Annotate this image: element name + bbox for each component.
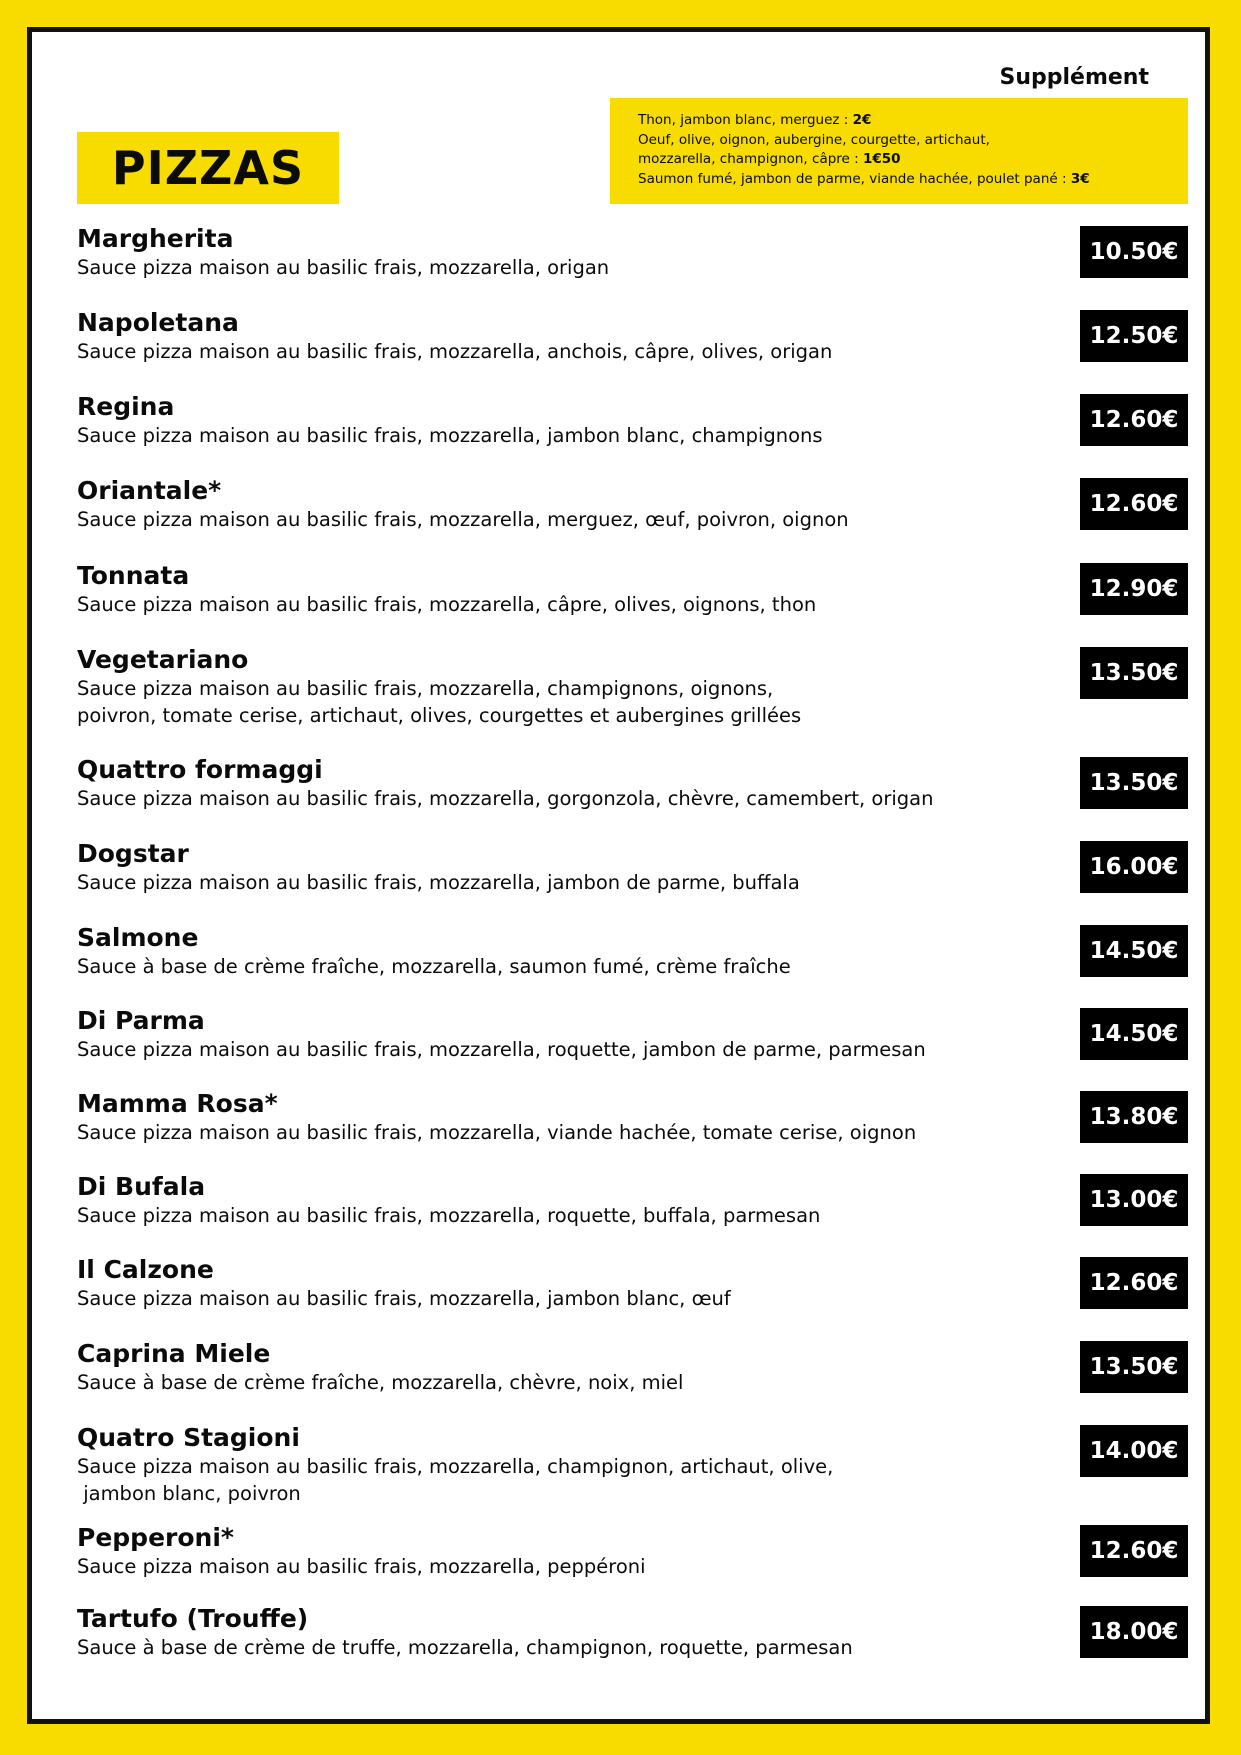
- price-badge: 12.60€: [1080, 478, 1188, 530]
- price-badge: 12.60€: [1080, 1525, 1188, 1577]
- item-description: Sauce pizza maison au basilic frais, mozzarella, roquette, jambon de parme, parmesan: [77, 1038, 926, 1061]
- menu-item: [77, 1340, 1188, 1396]
- price-badge: 14.50€: [1080, 1008, 1188, 1060]
- menu-item: [77, 1605, 1188, 1661]
- item-name: Regina: [77, 392, 175, 421]
- item-description: Sauce à base de crème fraîche, mozzarella, chèvre, noix, miel: [77, 1371, 684, 1394]
- item-description: Sauce à base de crème fraîche, mozzarella, saumon fumé, crème fraîche: [77, 955, 791, 978]
- item-name: Pepperoni*: [77, 1523, 234, 1552]
- item-description: Sauce pizza maison au basilic frais, mozzarella, merguez, œuf, poivron, oignon: [77, 508, 849, 531]
- item-name: Quatro Stagioni: [77, 1423, 300, 1452]
- menu-item: [77, 924, 1188, 980]
- menu-item: [77, 1424, 1188, 1507]
- price-badge: 13.80€: [1080, 1091, 1188, 1143]
- item-name: Caprina Miele: [77, 1339, 271, 1368]
- menu-item: [77, 1007, 1188, 1063]
- page-title: PIZZAS: [77, 132, 339, 204]
- supplement-price: 1€50: [862, 151, 901, 167]
- item-name: Napoletana: [77, 308, 239, 337]
- item-name: Margherita: [77, 224, 234, 253]
- item-description: Sauce pizza maison au basilic frais, mozzarella, champignons, oignons, poivron, tomate cerise, artichaut, olives, courgettes et aubergines grillées: [77, 677, 802, 727]
- supplement-price: 2€: [852, 112, 872, 128]
- item-name: Il Calzone: [77, 1255, 214, 1284]
- item-name: Tonnata: [77, 561, 190, 590]
- item-description: Sauce pizza maison au basilic frais, mozzarella, jambon blanc, champignons: [77, 424, 823, 447]
- menu-item: [77, 1090, 1188, 1146]
- menu-item: [77, 840, 1188, 896]
- item-description: Sauce pizza maison au basilic frais, mozzarella, champignon, artichaut, olive, jambon blanc, poivron: [77, 1455, 834, 1505]
- price-badge: 13.50€: [1080, 757, 1188, 809]
- price-badge: 16.00€: [1080, 841, 1188, 893]
- menu-item: [77, 309, 1188, 365]
- item-description: Sauce pizza maison au basilic frais, mozzarella, origan: [77, 256, 610, 279]
- menu-item: [77, 756, 1188, 812]
- item-description: Sauce pizza maison au basilic frais, mozzarella, viande hachée, tomate cerise, oignon: [77, 1121, 917, 1144]
- item-description: Sauce pizza maison au basilic frais, mozzarella, câpre, olives, oignons, thon: [77, 593, 817, 616]
- menu-item: [77, 1256, 1188, 1312]
- item-description: Sauce pizza maison au basilic frais, mozzarella, jambon de parme, buffala: [77, 871, 800, 894]
- menu-item: [77, 393, 1188, 449]
- price-badge: 10.50€: [1080, 226, 1188, 278]
- item-name: Di Parma: [77, 1006, 205, 1035]
- item-description: Sauce pizza maison au basilic frais, mozzarella, anchois, câpre, olives, origan: [77, 340, 833, 363]
- price-badge: 14.00€: [1080, 1425, 1188, 1477]
- supplement-price: 3€: [1070, 170, 1090, 187]
- menu-item: [77, 477, 1188, 533]
- item-name: Dogstar: [77, 839, 189, 868]
- menu-item: [77, 1173, 1188, 1229]
- item-description: Sauce pizza maison au basilic frais, mozzarella, jambon blanc, œuf: [77, 1287, 731, 1310]
- price-badge: 12.50€: [1080, 310, 1188, 362]
- item-description: Sauce pizza maison au basilic frais, mozzarella, gorgonzola, chèvre, camembert, origan: [77, 787, 934, 810]
- supplement-line: mozzarella, champignon, câpre : 1€50: [638, 151, 901, 167]
- price-badge: 13.50€: [1080, 1341, 1188, 1393]
- supplement-line: Saumon fumé, jambon de parme, viande hachée, poulet pané : 3€: [638, 170, 1090, 187]
- supplement-box: [610, 98, 1188, 204]
- menu-page: [27, 27, 1210, 1724]
- item-name: Salmone: [77, 923, 199, 952]
- menu-item: [77, 1524, 1188, 1580]
- item-description: Sauce à base de crème de truffe, mozzarella, champignon, roquette, parmesan: [77, 1636, 853, 1659]
- supplement-line: Thon, jambon blanc, merguez : 2€: [638, 112, 872, 128]
- item-name: Vegetariano: [77, 645, 249, 674]
- item-name: Oriantale*: [77, 476, 222, 505]
- item-name: Mamma Rosa*: [77, 1089, 278, 1118]
- supplement-title: Supplément: [999, 65, 1149, 90]
- price-badge: 13.50€: [1080, 647, 1188, 699]
- item-name: Quattro formaggi: [77, 755, 323, 784]
- item-description: Sauce pizza maison au basilic frais, mozzarella, peppéroni: [77, 1555, 646, 1578]
- menu-item: [77, 562, 1188, 618]
- price-badge: 12.90€: [1080, 563, 1188, 615]
- price-badge: 12.60€: [1080, 1257, 1188, 1309]
- item-description: Sauce pizza maison au basilic frais, mozzarella, roquette, buffala, parmesan: [77, 1204, 821, 1227]
- item-name: Tartufo (Trouffe): [77, 1604, 309, 1633]
- menu-item: [77, 646, 1188, 729]
- supplement-line: Oeuf, olive, oignon, aubergine, courgette, artichaut,: [638, 131, 990, 148]
- price-badge: 12.60€: [1080, 394, 1188, 446]
- price-badge: 13.00€: [1080, 1174, 1188, 1226]
- price-badge: 18.00€: [1080, 1606, 1188, 1658]
- menu-item: [77, 225, 1188, 281]
- item-name: Di Bufala: [77, 1172, 206, 1201]
- price-badge: 14.50€: [1080, 925, 1188, 977]
